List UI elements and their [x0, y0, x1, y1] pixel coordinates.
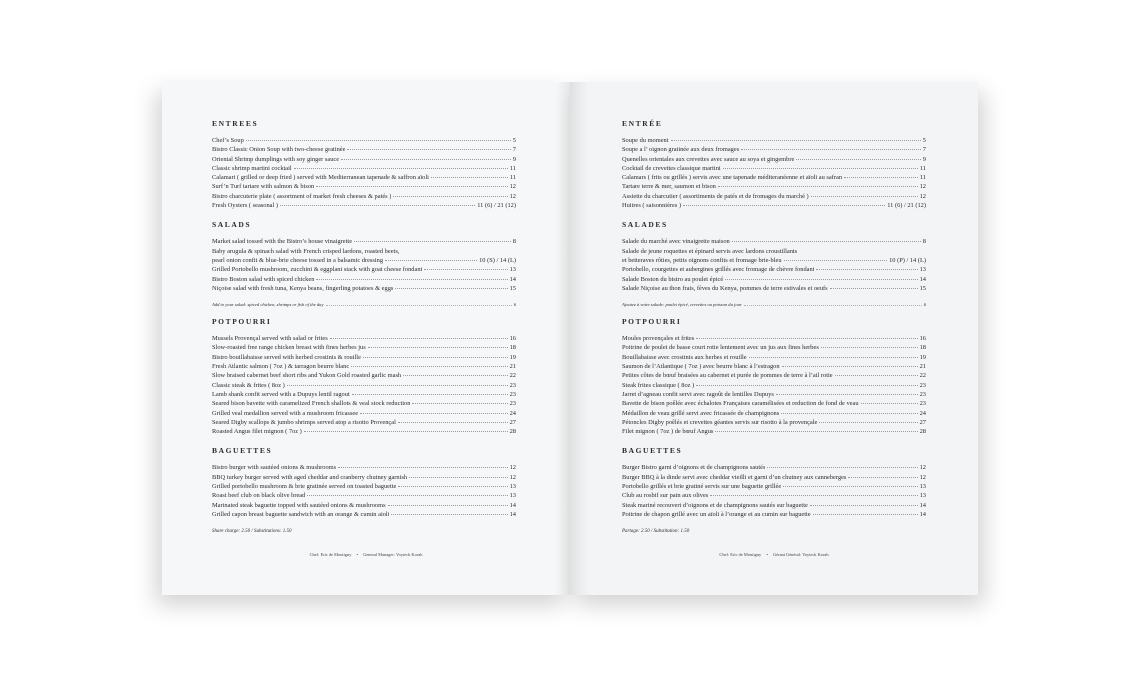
menu-section [622, 317, 926, 436]
item-price: 21 [919, 363, 926, 371]
dot-leader [782, 366, 918, 367]
item-name: Soupe du moment [622, 137, 669, 144]
dot-leader [821, 347, 918, 348]
menu-item [212, 265, 516, 274]
item-name: Seared bison bavette with caramelized French shallots & veal stock reduction [212, 400, 411, 408]
dot-leader [723, 168, 918, 169]
menu-item [212, 145, 516, 154]
item-name: Bistro charcuterie plate ( assortment of market fresh cheeses & patés ) [212, 192, 392, 200]
item-price: 10 (P) / 14 (L) [889, 256, 926, 264]
item-price: 15 [919, 284, 926, 292]
item-name: Cocktail de crevettes classique martini [622, 164, 721, 172]
dot-leader [360, 413, 508, 414]
item-price: 13 [509, 266, 516, 274]
menu-item [212, 334, 516, 343]
item-price: 13 [509, 483, 516, 491]
item-price: 27 [509, 418, 516, 426]
dot-leader [810, 505, 918, 506]
dot-leader [424, 269, 507, 270]
item-name: Grilled capon breast baguette sandwich with an orange & cumin aioli [212, 510, 390, 518]
dot-leader [696, 338, 917, 339]
section-title: BAGUETTES [622, 446, 683, 456]
menu-item [622, 164, 926, 173]
menu-item [622, 463, 926, 472]
menu-section [622, 119, 926, 210]
dot-leader [816, 269, 917, 270]
menu-item [622, 136, 926, 145]
item-price: 10 (S) / 14 (L) [479, 256, 516, 264]
dot-leader [352, 394, 508, 395]
menu-section [212, 446, 516, 519]
menu-item [622, 371, 926, 380]
menu-item [622, 381, 926, 390]
manager-credit: General Manager: Voyteck Korab [363, 552, 423, 557]
dot-leader [813, 514, 918, 515]
dot-leader [368, 347, 508, 348]
menu-item [622, 265, 926, 274]
item-name: Bistro Classic Onion Soup with two-cheese gratinée [212, 146, 346, 154]
item-price: 24 [509, 409, 516, 417]
item-name: Fresh Atlantic salmon ( 7oz ) & tarragon beurre blanc [212, 363, 350, 371]
item-name: Soupe a l’ oignon gratinée aux deux fromages [622, 146, 740, 154]
section-title: POTPOURRI [212, 317, 272, 327]
item-price: 19 [919, 353, 926, 361]
item-name: Grilled Portobello mushroom, zucchini & eggplant stack with goat cheese fondant [212, 266, 423, 274]
dot-leader [316, 186, 507, 187]
menu-item [212, 182, 516, 191]
note-text: Add to your salad: spiced chicken, shrimps or fish of the day [212, 302, 324, 308]
item-price: 22 [509, 372, 516, 380]
menu-item [622, 362, 926, 371]
item-price: 9 [922, 155, 926, 163]
dot-leader [861, 403, 918, 404]
menu-item [622, 247, 926, 266]
menu-item [622, 427, 926, 436]
item-name: Oriental Shrimp dumplings with soy ginger sauce [212, 155, 340, 163]
english-menu-content [212, 119, 516, 534]
dot-leader [341, 159, 511, 160]
menu-section [212, 220, 516, 307]
item-price: 27 [919, 418, 926, 426]
menu-item [212, 409, 516, 418]
menu-item [212, 192, 516, 201]
dot-leader [307, 495, 507, 496]
item-price: 16 [919, 335, 926, 343]
menu-item [622, 482, 926, 491]
item-name: Poitrine de poulet de basse court rotie lentement avec un jus aux fines herbes [622, 344, 819, 352]
dot-leader [395, 288, 507, 289]
menu-item [622, 491, 926, 500]
item-price: 23 [919, 400, 926, 408]
item-price: 23 [919, 390, 926, 398]
section-title: ENTRÉE [622, 119, 663, 128]
item-name: Roast beef club on black olive bread [212, 492, 306, 500]
menu-item [622, 353, 926, 362]
staff-credits [570, 552, 978, 557]
menu-item [622, 182, 926, 191]
menu-item [212, 362, 516, 371]
item-line [622, 256, 926, 265]
item-price: 8 [512, 238, 516, 246]
menu-item [212, 390, 516, 399]
item-price: 16 [509, 335, 516, 343]
item-price: 12 [919, 464, 926, 472]
french-menu-page [570, 82, 978, 595]
dot-leader [744, 305, 922, 306]
dot-leader [848, 477, 917, 478]
dot-leader [246, 140, 511, 141]
menu-item [622, 418, 926, 427]
menu-item [622, 155, 926, 164]
menu-item [212, 371, 516, 380]
menu-item [212, 343, 516, 352]
charges-footnote: Share charge: 2.50 / Substitutions: 1.50 [212, 529, 292, 535]
salad-addon-note [212, 302, 516, 307]
item-name: Slow braised cabernet beef short ribs and Yukon Gold roasted garlic mash [212, 372, 402, 380]
item-price: 21 [509, 363, 516, 371]
item-name: Portobello, courgettes et aubergines grillés avec fromage de chèvre fondant [622, 266, 815, 274]
dot-leader [715, 431, 917, 432]
item-name: Bistro burger with sautéed onions & mushrooms [212, 464, 337, 472]
menu-item [212, 275, 516, 284]
dot-leader [304, 431, 508, 432]
item-price: 9 [512, 155, 516, 163]
item-name: Steak mariné recouvert d’oignons et de champignons sautés sur baguette [622, 501, 808, 509]
dot-leader [354, 241, 511, 242]
dot-leader [732, 241, 921, 242]
item-name: Grilled veal medallion served with a mushroom fricassee [212, 409, 359, 417]
item-price: 13 [919, 492, 926, 500]
credit-separator: • [356, 552, 359, 557]
item-price: 23 [509, 390, 516, 398]
item-name-continued: pearl onion confit & blue-brie cheese tossed in a balsamic dressing [212, 256, 384, 264]
item-price: 15 [509, 284, 516, 292]
chef-credit: Chef: Eric de Montigny [719, 552, 762, 557]
item-price: 12 [919, 473, 926, 481]
menu-item [212, 353, 516, 362]
item-name: Médaillon de veau grillé servi avec fricassée de champignons [622, 409, 780, 417]
dot-leader [683, 205, 885, 206]
item-name: Grilled portobello mushroom & brie gratinée served on toasted baguette [212, 483, 397, 491]
menu-section [212, 317, 516, 436]
dot-leader [811, 196, 918, 197]
dot-leader [388, 505, 508, 506]
dot-leader [403, 375, 507, 376]
dot-leader [316, 279, 507, 280]
menu-item [212, 237, 516, 246]
menu-section [622, 220, 926, 307]
dot-leader [671, 140, 921, 141]
salad-addon-note [622, 302, 926, 307]
item-price: 12 [919, 183, 926, 191]
section-title: ENTREES [212, 119, 259, 128]
item-name: Salade de jeune roquettes et épinard servis avec lardons croustillants [622, 247, 798, 255]
dot-leader [363, 357, 508, 358]
menu-item [212, 399, 516, 408]
menu-item [622, 275, 926, 284]
french-menu-content [622, 119, 926, 534]
item-name: Portobello grillés et brie gratiné servis sur une baguette grillée [622, 483, 782, 491]
item-name: Market salad tossed with the Bistro’s house vinaigrette [212, 238, 353, 246]
menu-item [622, 192, 926, 201]
menu-item [212, 155, 516, 164]
section-title: BAGUETTES [212, 446, 273, 456]
item-price: 11 (6) / 21 (12) [887, 202, 926, 210]
dot-leader [767, 467, 917, 468]
item-name: Moules provençales et frites [622, 335, 695, 343]
manager-credit: Gérant Général: Voyteck Korab [773, 552, 829, 557]
item-price: 28 [919, 428, 926, 436]
menu-item [622, 399, 926, 408]
dot-leader [776, 394, 918, 395]
dot-leader [784, 260, 888, 261]
dot-leader [741, 149, 921, 150]
menu-section [622, 446, 926, 519]
section-title: SALADS [212, 220, 252, 230]
dot-leader [330, 338, 508, 339]
charges-footnote: Partage: 2.50 / Substitution: 1.50 [622, 529, 690, 535]
note-price: 6 [513, 302, 516, 308]
dot-leader [830, 288, 918, 289]
dot-leader [725, 279, 917, 280]
item-line [212, 256, 516, 265]
menu-item [212, 510, 516, 519]
item-price: 13 [509, 492, 516, 500]
menu-item [622, 173, 926, 182]
item-price: 14 [919, 510, 926, 518]
item-name: Niçoise salad with fresh tuna, Kenya beans, fingerling potatoes & eggs [212, 284, 394, 292]
item-price: 11 [919, 164, 926, 172]
item-name: Burger BBQ à la dinde servi avec cheddar vieilli et garni d’un chutney aux canneberges [622, 473, 847, 481]
dot-leader [819, 422, 917, 423]
dot-leader [280, 205, 475, 206]
item-name: Classic steak & frites ( 8oz ) [212, 381, 285, 389]
item-name-continued: et betteraves rôties, petits oignons confits et fromage brie-bleu [622, 256, 782, 264]
item-price: 11 [509, 164, 516, 172]
menu-item [622, 145, 926, 154]
item-price: 11 (6) / 21 (12) [477, 202, 516, 210]
credit-separator: • [766, 552, 768, 557]
dot-leader [351, 366, 507, 367]
item-price: 12 [509, 192, 516, 200]
item-price: 13 [919, 483, 926, 491]
item-name: Bistro Boston salad with spiced chicken [212, 275, 315, 283]
item-price: 22 [919, 372, 926, 380]
menu-item [212, 201, 516, 210]
item-name: Salade du marché avec vinaigrette maison [622, 238, 730, 246]
menu-item [212, 463, 516, 472]
dot-leader [398, 422, 508, 423]
note-text: Ajoutez à votre salade: poulet épicé, crevettes ou poisson du jour [622, 302, 742, 308]
menu-item [212, 418, 516, 427]
dot-leader [412, 403, 507, 404]
item-name: Poitrine de chapon grillé avec un aïoli à l’orange et au cumin sur baguette [622, 510, 811, 518]
dot-leader [431, 177, 508, 178]
item-name: Marinated steak baguette topped with sautéed onions & mushrooms [212, 501, 386, 509]
item-name: Tartare terre & mer, saumon et bison [622, 183, 716, 191]
item-name: Bavette de bison poêlée avec échalotes Françaises caramélisées et reduction de fond de veau [622, 400, 859, 408]
item-price: 5 [922, 137, 926, 144]
english-menu-page [162, 82, 570, 595]
item-name: Huitres ( saisonnières ) [622, 202, 682, 210]
item-price: 24 [919, 409, 926, 417]
menu-item [212, 381, 516, 390]
dot-leader [844, 177, 918, 178]
item-price: 7 [922, 146, 926, 154]
menu-item [212, 136, 516, 145]
dot-leader [718, 186, 918, 187]
item-name: Roasted Angus filet mignon ( 7oz ) [212, 428, 302, 436]
menu-item [212, 427, 516, 436]
item-name: Filet mignon ( 7oz ) de bœuf Angus [622, 428, 714, 436]
item-price: 14 [919, 501, 926, 509]
item-name: Lamb shank confit served with a Dupuys lentil ragout [212, 390, 350, 398]
menu-spread [162, 82, 978, 595]
item-price: 5 [512, 137, 516, 144]
item-price: 18 [919, 344, 926, 352]
item-price: 23 [509, 400, 516, 408]
item-price: 14 [919, 275, 926, 283]
item-price: 11 [509, 174, 516, 182]
item-price: 8 [922, 238, 926, 246]
item-price: 28 [509, 428, 516, 436]
dot-leader [385, 260, 477, 261]
item-name: Quenelles orientales aux crevettes avec sauce au soya et gingembre [622, 155, 795, 163]
dot-leader [409, 477, 508, 478]
section-title: SALADES [622, 220, 668, 230]
dot-leader [294, 168, 508, 169]
item-name: Fresh Oysters ( seasonal ) [212, 202, 279, 210]
dot-leader [749, 357, 918, 358]
note-price: 6 [923, 302, 926, 308]
menu-item [622, 510, 926, 519]
item-price: 14 [509, 275, 516, 283]
menu-item [212, 501, 516, 510]
menu-item [212, 284, 516, 293]
item-name: Burger Bistro garni d’oignons et de champignons sautés [622, 464, 766, 472]
item-name: Salade Boston du bistro au poulet épicé [622, 275, 724, 283]
item-name: Slow-roasted free range chicken breast with fines herbes jus [212, 344, 366, 352]
dot-leader [393, 196, 507, 197]
item-name: Surf’n Turf tartare with salmon & bison [212, 183, 315, 191]
menu-item [212, 473, 516, 482]
item-price: 7 [512, 146, 516, 154]
item-name: Petites côtes de bœuf braisées au cabernet et purée de pommes de terre à l’ail rotie [622, 372, 833, 380]
item-name: Salade Niçoise au thon frais, fèves du Kenya, pommes de terre estivales et oeufs [622, 284, 828, 292]
item-price: 12 [509, 183, 516, 191]
item-name: Pétoncles Digby poêlés et crevettes géantes servis sur risotto à la provençale [622, 418, 818, 426]
menu-item [212, 247, 516, 266]
menu-item [622, 201, 926, 210]
item-name: Classic shrimp martini cocktail [212, 164, 292, 172]
item-price: 23 [509, 381, 516, 389]
menu-item [622, 343, 926, 352]
menu-item [622, 409, 926, 418]
dot-leader [835, 375, 918, 376]
item-price: 12 [509, 473, 516, 481]
dot-leader [326, 305, 512, 306]
item-price: 13 [919, 266, 926, 274]
menu-item [622, 390, 926, 399]
item-price: 11 [919, 174, 926, 182]
item-price: 14 [509, 510, 516, 518]
item-price: 23 [919, 381, 926, 389]
dot-leader [783, 486, 917, 487]
dot-leader [347, 149, 510, 150]
dot-leader [338, 467, 507, 468]
menu-item [212, 482, 516, 491]
item-name: Chef’s Soup [212, 137, 244, 144]
item-name: Steak frites classique ( 8oz ) [622, 381, 695, 389]
item-name: BBQ turkey burger served with aged cheddar and cranberry chutney garnish [212, 473, 408, 481]
dot-leader [398, 486, 507, 487]
menu-item [622, 237, 926, 246]
item-name: Calamari ( grilled or deep fried ) served with Mediterranean tapenade & saffron aïoli [212, 174, 429, 182]
menu-item [212, 173, 516, 182]
dot-leader [391, 514, 507, 515]
menu-item [622, 334, 926, 343]
item-name: Jarret d’agneau confit servi avec ragoût de lentilles Dupuys [622, 390, 774, 398]
item-name: Club au rosbif sur pain aux olives [622, 492, 709, 500]
item-name: Bistro bouillabaisse served with herbed crostinis & rouille [212, 353, 361, 361]
item-name: Baby arugula & spinach salad with French crisped lardons, roasted beets, [212, 247, 400, 255]
menu-section [212, 119, 516, 210]
dot-leader [796, 159, 921, 160]
item-price: 18 [509, 344, 516, 352]
item-price: 19 [509, 353, 516, 361]
item-name: Seared Digby scallops & jumbo shrimps served atop a risotto Provençal [212, 418, 396, 426]
menu-item [212, 491, 516, 500]
dot-leader [287, 385, 508, 386]
menu-item [622, 284, 926, 293]
item-name: Calamars ( frits ou grillés ) servis avec une tapenade méditeranéenne et aïoli au safran [622, 174, 843, 182]
menu-item [622, 473, 926, 482]
section-title: POTPOURRI [622, 317, 682, 327]
item-name: Saumon de l’Atlantique ( 7oz ) avec beurre blanc à l’estragon [622, 363, 780, 371]
item-name: Mussels Provençal served with salad or frites [212, 335, 328, 343]
chef-credit: Chef: Eric de Montigny [309, 552, 352, 557]
item-name: Bouillabaisse avec crostinis aux herbes et rouille [622, 353, 747, 361]
dot-leader [696, 385, 917, 386]
item-price: 12 [919, 192, 926, 200]
staff-credits [162, 552, 570, 557]
menu-item [622, 501, 926, 510]
menu-item [212, 164, 516, 173]
item-price: 14 [509, 501, 516, 509]
dot-leader [710, 495, 917, 496]
dot-leader [781, 413, 917, 414]
item-price: 12 [509, 464, 516, 472]
item-name: Assiette du charcutier ( assortiments de patés et de fromages du marché ) [622, 192, 809, 200]
